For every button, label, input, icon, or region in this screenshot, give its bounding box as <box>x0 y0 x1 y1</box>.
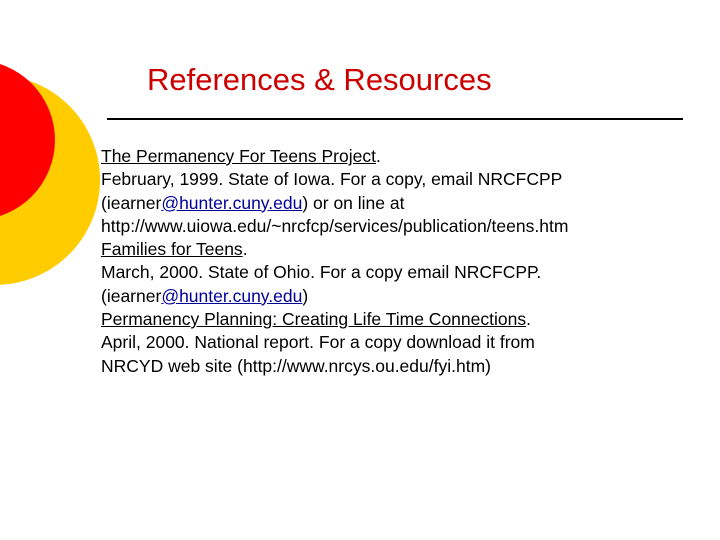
ref3-title-line <box>101 308 701 331</box>
ref1-title: The Permanency For Teens Project <box>101 146 376 166</box>
ref1-line3 <box>101 192 701 215</box>
ref3-title: Permanency Planning: Creating Life Time Connections <box>101 309 527 330</box>
ref1-line2: February, 1999. State of Iowa. For a copy, email NRCFCPP <box>101 169 563 190</box>
ref2-line2: March, 2000. State of Ohio. For a copy email NRCFCPP. <box>101 262 542 283</box>
ref3-line2: April, 2000. National report. For a copy download it from <box>101 332 535 353</box>
slide-title: References & Resources <box>147 62 492 97</box>
ref1-line3-post: ) or on line at <box>302 192 405 213</box>
ref1-title-suffix: . <box>375 146 381 166</box>
ref2-line3-pre: (iearner <box>101 285 162 306</box>
ref1-email-link[interactable]: @hunter.cuny.edu <box>161 192 303 213</box>
title-divider <box>107 118 683 120</box>
ref2-title-suffix: . <box>242 239 248 260</box>
ref2-line3-post: ) <box>302 285 309 306</box>
ref1-title-line <box>101 145 701 168</box>
ref3-title-suffix: . <box>526 309 531 330</box>
ref1-line3-pre: (iearner <box>101 192 162 213</box>
ref2-title: Families for Teens <box>101 239 243 260</box>
ref3-line3: NRCYD web site (http://www.nrcys.ou.edu/fyi.htm) <box>101 355 491 376</box>
ref2-line3 <box>101 285 701 308</box>
ref2-title-line <box>101 238 701 261</box>
ref2-email-link[interactable]: @hunter.cuny.edu <box>161 285 303 306</box>
references-list <box>101 145 701 378</box>
ref1-url: http://www.uiowa.edu/~nrcfcp/services/publication/teens.htm <box>101 215 569 236</box>
